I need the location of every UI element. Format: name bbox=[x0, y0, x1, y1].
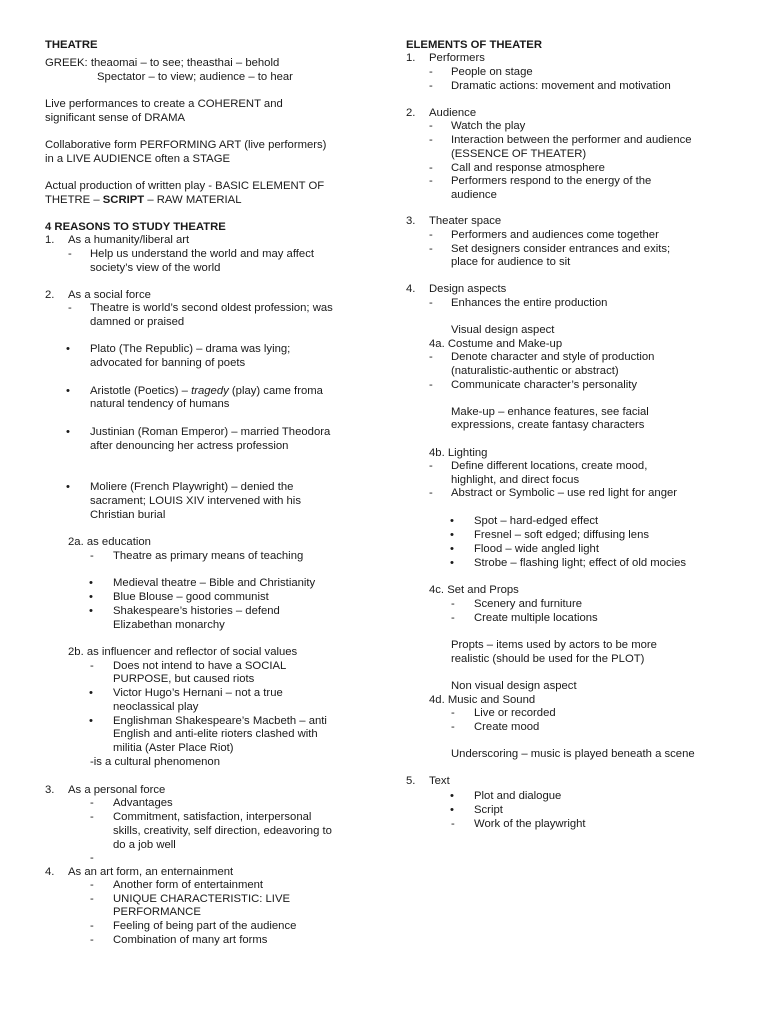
paragraph-line: Underscoring – music is played beneath a scene bbox=[451, 748, 695, 760]
list-item: society’s view of the world bbox=[90, 262, 221, 274]
section-heading-reasons: 4 REASONS TO STUDY THEATRE bbox=[45, 221, 226, 233]
list-item: Elizabethan monarchy bbox=[113, 619, 225, 631]
subsection-title: 4c. Set and Props bbox=[429, 584, 519, 596]
list-number: 5. bbox=[406, 775, 416, 787]
list-item: (ESSENCE OF THEATER) bbox=[451, 148, 587, 160]
list-item: Combination of many art forms bbox=[113, 934, 268, 946]
list-item: Call and response atmosphere bbox=[451, 162, 605, 174]
subsection-title: 2a. as education bbox=[68, 536, 151, 548]
script-emphasis: SCRIPT bbox=[102, 194, 145, 206]
bullet-marker: • bbox=[66, 481, 70, 493]
list-item: Create mood bbox=[474, 721, 540, 733]
paragraph-line: realistic (should be used for the PLOT) bbox=[451, 653, 645, 665]
paragraph-line: Collaborative form PERFORMING ART (live performers) bbox=[45, 139, 327, 151]
tragedy-italic: tragedy bbox=[191, 385, 229, 397]
paragraph-line: expressions, create fantasy characters bbox=[451, 419, 645, 431]
list-item: Performers and audiences come together bbox=[451, 229, 659, 241]
bullet-marker: • bbox=[450, 529, 454, 541]
list-item: Work of the playwright bbox=[474, 818, 586, 830]
list-item: after denouncing her actress profession bbox=[90, 440, 289, 452]
list-item: advocated for banning of poets bbox=[90, 357, 246, 369]
dash-marker: - bbox=[451, 721, 455, 733]
dash-marker: - bbox=[429, 460, 433, 472]
list-item: As a humanity/liberal art bbox=[68, 234, 190, 246]
list-item: As an art form, an enternainment bbox=[68, 866, 234, 878]
subsection-title: 4b. Lighting bbox=[429, 447, 488, 459]
list-item: Performers respond to the energy of the bbox=[451, 175, 652, 187]
list-item: (naturalistic-authentic or abstract) bbox=[451, 365, 619, 377]
list-item: Performers bbox=[429, 52, 485, 64]
list-item: People on stage bbox=[451, 66, 533, 78]
list-item: Abstract or Symbolic – use red light for anger bbox=[451, 487, 678, 499]
list-item: Shakespeare’s histories – defend bbox=[113, 605, 280, 617]
list-item: Interaction between the performer and audience bbox=[451, 134, 692, 146]
list-item: Justinian (Roman Emperor) – married Theodora bbox=[90, 426, 331, 438]
dash-marker: - bbox=[451, 612, 455, 624]
bullet-marker: • bbox=[89, 605, 93, 617]
subsection-title: 2b. as influencer and reflector of social values bbox=[68, 646, 298, 658]
list-item: highlight, and direct focus bbox=[451, 474, 580, 486]
list-item: skills, creativity, self direction, edeavoring to bbox=[113, 825, 332, 837]
bullet-marker: • bbox=[450, 543, 454, 555]
list-number: 3. bbox=[406, 215, 416, 227]
list-item: natural tendency of humans bbox=[90, 398, 230, 410]
list-item: militia (Aster Place Riot) bbox=[113, 742, 234, 754]
list-item: damned or praised bbox=[90, 316, 185, 328]
paragraph-line bbox=[45, 194, 241, 208]
dash-marker: - bbox=[90, 879, 94, 891]
section-heading-theatre: THEATRE bbox=[45, 39, 98, 51]
list-item: Victor Hugo’s Hernani – not a true bbox=[113, 687, 283, 699]
bullet-marker: • bbox=[89, 591, 93, 603]
bullet-marker: • bbox=[89, 577, 93, 589]
bullet-marker: • bbox=[450, 790, 454, 802]
dash-marker: - bbox=[68, 248, 72, 260]
list-item: As a social force bbox=[68, 289, 151, 301]
list-item: Denote character and style of production bbox=[451, 351, 655, 363]
list-item: PURPOSE, but caused riots bbox=[113, 673, 255, 685]
text-run: (play) came froma bbox=[228, 385, 323, 397]
list-number: 4. bbox=[406, 283, 416, 295]
list-item: Feeling of being part of the audience bbox=[113, 920, 297, 932]
dash-marker: - bbox=[90, 934, 94, 946]
list-item: Watch the play bbox=[451, 120, 526, 132]
list-item: Live or recorded bbox=[474, 707, 556, 719]
greek-line-2: Spectator – to view; audience – to hear bbox=[97, 71, 293, 83]
list-item: Christian burial bbox=[90, 509, 166, 521]
list-item: As a personal force bbox=[68, 784, 166, 796]
list-number: 4. bbox=[45, 866, 55, 878]
list-item: Fresnel – soft edged; diffusing lens bbox=[474, 529, 650, 541]
list-item: neoclassical play bbox=[113, 701, 199, 713]
dash-marker: - bbox=[90, 797, 94, 809]
list-number: 1. bbox=[406, 52, 416, 64]
list-item: Plato (The Republic) – drama was lying; bbox=[90, 343, 291, 355]
dash-marker: - bbox=[429, 120, 433, 132]
list-item: Script bbox=[474, 804, 503, 816]
list-item: Plot and dialogue bbox=[474, 790, 562, 802]
list-number: 1. bbox=[45, 234, 55, 246]
paragraph-line: Make-up – enhance features, see facial bbox=[451, 406, 649, 418]
list-item: Text bbox=[429, 775, 450, 787]
list-item: Medieval theatre – Bible and Christianity bbox=[113, 577, 316, 589]
paragraph-line: Actual production of written play - BASIC ELEMENT OF bbox=[45, 180, 325, 192]
list-item: Moliere (French Playwright) – denied the bbox=[90, 481, 294, 493]
list-number: 3. bbox=[45, 784, 55, 796]
dash-marker: - bbox=[429, 243, 433, 255]
list-item: Enhances the entire production bbox=[451, 297, 608, 309]
list-item: Theatre is world’s second oldest profession; was bbox=[90, 302, 333, 314]
list-item: Scenery and furniture bbox=[474, 598, 583, 610]
dash-marker: - bbox=[429, 351, 433, 363]
bullet-marker: • bbox=[450, 804, 454, 816]
dash-marker: - bbox=[68, 302, 72, 314]
subsection-title: 4d. Music and Sound bbox=[429, 694, 536, 706]
dash-marker: - bbox=[90, 852, 94, 864]
bullet-marker: • bbox=[66, 343, 70, 355]
list-item: Dramatic actions: movement and motivation bbox=[451, 80, 671, 92]
bullet-marker: • bbox=[66, 385, 70, 397]
section-heading-elements: ELEMENTS OF THEATER bbox=[406, 39, 542, 51]
list-number: 2. bbox=[406, 107, 416, 119]
list-item: Create multiple locations bbox=[474, 612, 598, 624]
list-item: audience bbox=[451, 189, 497, 201]
dash-marker: - bbox=[90, 811, 94, 823]
dash-marker: - bbox=[429, 175, 433, 187]
list-item: PERFORMANCE bbox=[113, 906, 201, 918]
list-item: Spot – hard-edged effect bbox=[474, 515, 599, 527]
dash-marker: - bbox=[90, 660, 94, 672]
dash-marker: - bbox=[90, 893, 94, 905]
list-item: Englishman Shakespeare’s Macbeth – anti bbox=[113, 715, 327, 727]
list-item: -is a cultural phenomenon bbox=[90, 756, 220, 768]
dash-marker: - bbox=[429, 80, 433, 92]
list-item: Theatre as primary means of teaching bbox=[113, 550, 304, 562]
dash-marker: - bbox=[429, 66, 433, 78]
dash-marker: - bbox=[90, 550, 94, 562]
dash-marker: - bbox=[451, 707, 455, 719]
list-item: Commitment, satisfaction, interpersonal bbox=[113, 811, 312, 823]
bullet-marker: • bbox=[89, 687, 93, 699]
dash-marker: - bbox=[451, 598, 455, 610]
list-item: Strobe – flashing light; effect of old mocies bbox=[474, 557, 687, 569]
list-item: Help us understand the world and may affect bbox=[90, 248, 314, 260]
paragraph-line: significant sense of DRAMA bbox=[45, 112, 186, 124]
list-item: sacrament; LOUIS XIV intervened with his bbox=[90, 495, 301, 507]
greek-line: GREEK: theaomai – to see; theasthai – behold bbox=[45, 57, 280, 69]
bullet-marker: • bbox=[450, 557, 454, 569]
list-item: Communicate character’s personality bbox=[451, 379, 638, 391]
dash-marker: - bbox=[429, 229, 433, 241]
list-item: Does not intend to have a SOCIAL bbox=[113, 660, 287, 672]
dash-marker: - bbox=[429, 162, 433, 174]
bullet-marker: • bbox=[66, 426, 70, 438]
bullet-marker: • bbox=[89, 715, 93, 727]
list-item: Blue Blouse – good communist bbox=[113, 591, 269, 603]
list-item: Another form of entertainment bbox=[113, 879, 264, 891]
dash-marker: - bbox=[429, 297, 433, 309]
list-item: Theater space bbox=[429, 215, 502, 227]
list-number: 2. bbox=[45, 289, 55, 301]
dash-marker: - bbox=[429, 487, 433, 499]
paragraph-line: in a LIVE AUDIENCE often a STAGE bbox=[45, 153, 231, 165]
dash-marker: - bbox=[429, 379, 433, 391]
list-item: do a job well bbox=[113, 839, 176, 851]
list-item: Flood – wide angled light bbox=[474, 543, 599, 555]
list-item: Audience bbox=[429, 107, 477, 119]
dash-marker: - bbox=[451, 818, 455, 830]
subsection-title: Non visual design aspect bbox=[451, 680, 577, 692]
bullet-marker: • bbox=[450, 515, 454, 527]
paragraph-line: Live performances to create a COHERENT and bbox=[45, 98, 283, 110]
list-item: Define different locations, create mood, bbox=[451, 460, 648, 472]
text-run: Aristotle (Poetics) – bbox=[90, 385, 192, 397]
paragraph-line: Propts – items used by actors to be more bbox=[451, 639, 657, 651]
dash-marker: - bbox=[429, 134, 433, 146]
list-item: place for audience to sit bbox=[451, 256, 571, 268]
list-item: UNIQUE CHARACTERISTIC: LIVE bbox=[113, 893, 291, 905]
list-item: English and anti-elite rioters clashed with bbox=[113, 728, 318, 740]
subsection-title: 4a. Costume and Make-up bbox=[429, 338, 563, 350]
text-run: – RAW MATERIAL bbox=[144, 194, 242, 206]
list-item: Advantages bbox=[113, 797, 173, 809]
text-run: THETRE – bbox=[45, 194, 103, 206]
subsection-title: Visual design aspect bbox=[451, 324, 555, 336]
list-item bbox=[90, 385, 323, 399]
list-item: Set designers consider entrances and exits; bbox=[451, 243, 671, 255]
list-item: Design aspects bbox=[429, 283, 507, 295]
dash-marker: - bbox=[90, 920, 94, 932]
